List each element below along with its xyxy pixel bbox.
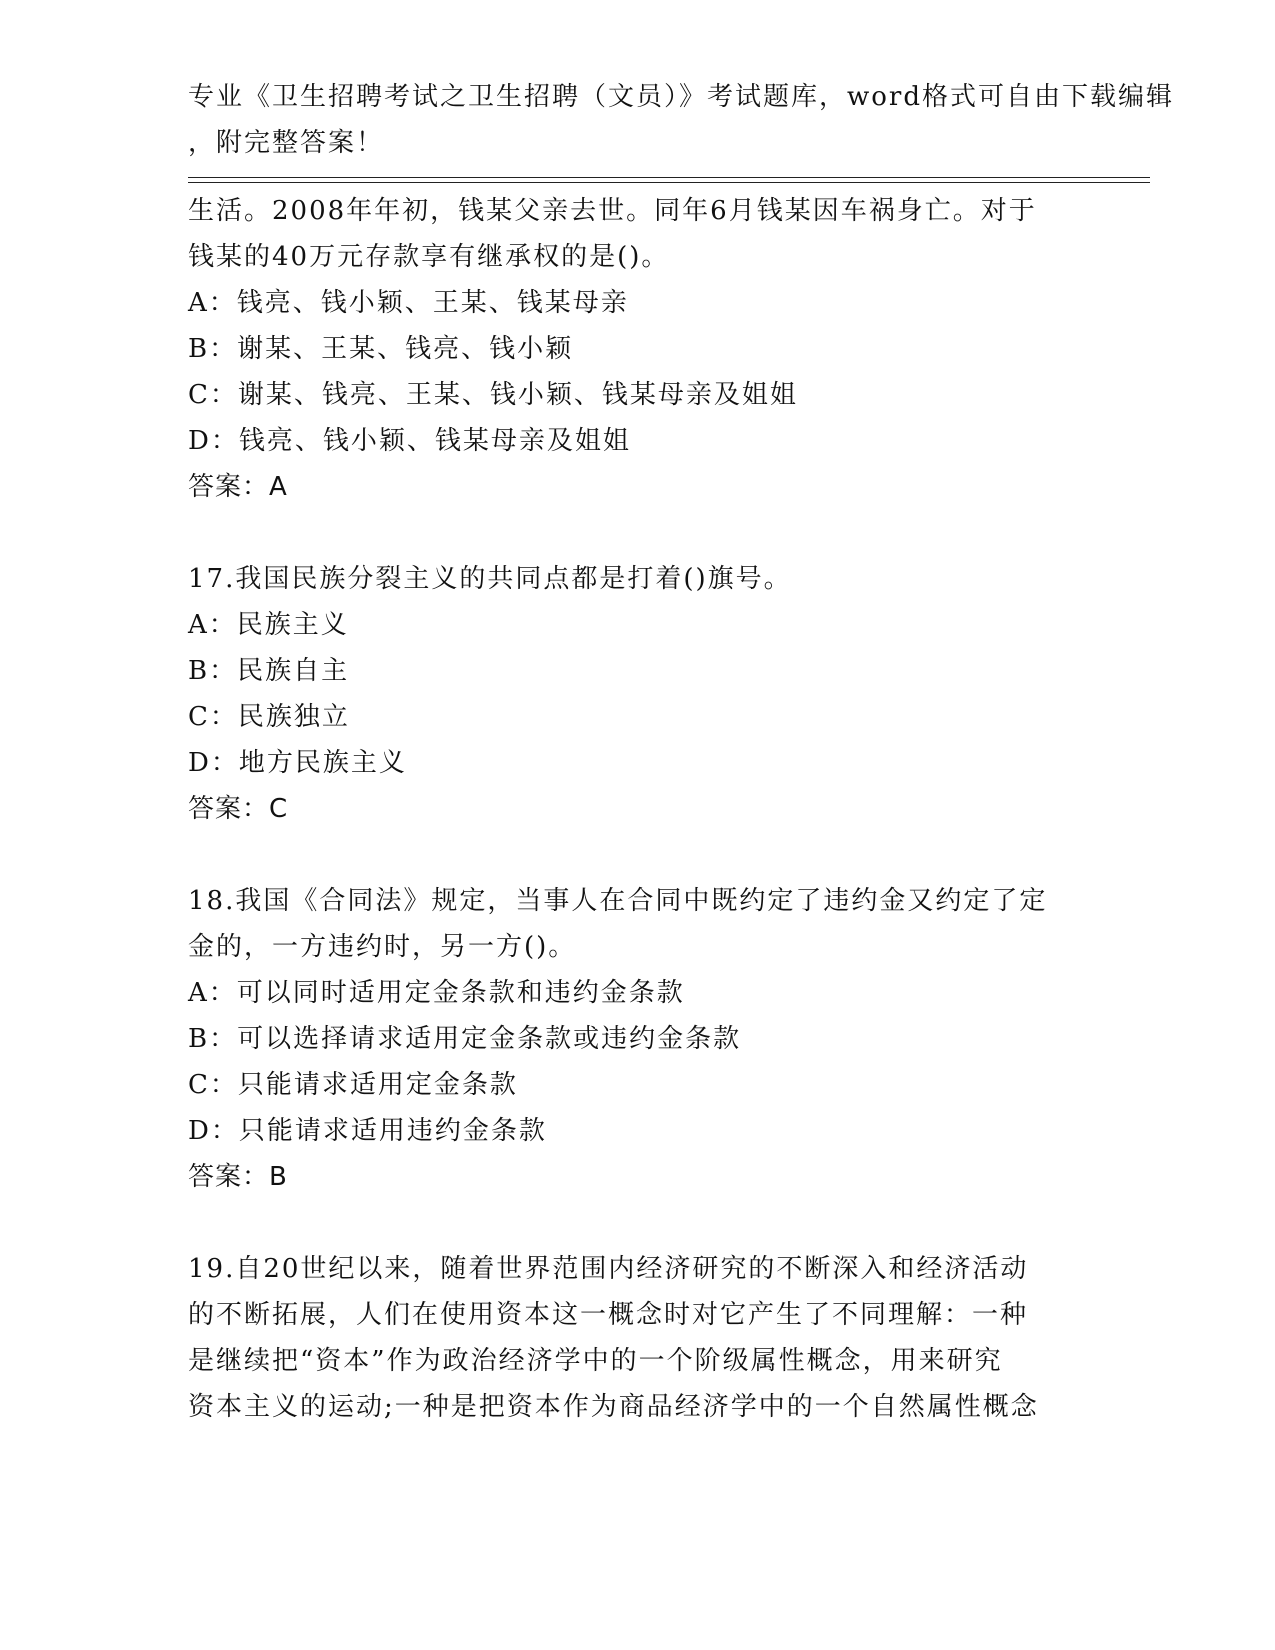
header-line-2: ，附完整答案！ <box>188 128 385 158</box>
question-text-line: 钱某的40万元存款享有继承权的是()。 <box>188 242 670 272</box>
answer-line: 答案：C <box>188 794 289 824</box>
header-divider-bottom <box>188 182 1150 183</box>
option-d: D：钱亮、钱小颖、钱某母亲及姐姐 <box>188 426 631 456</box>
question-content <box>188 188 1088 1430</box>
question-text-line: 是继续把“资本”作为政治经济学中的一个阶级属性概念，用来研究 <box>188 1346 1003 1376</box>
answer-line: 答案：B <box>188 1162 288 1192</box>
page-header <box>188 74 1174 166</box>
option-b: B：民族自主 <box>188 656 350 686</box>
answer-line: 答案：A <box>188 472 288 502</box>
option-a: A：钱亮、钱小颖、王某、钱某母亲 <box>188 288 629 318</box>
option-a: A：可以同时适用定金条款和违约金条款 <box>188 978 685 1008</box>
option-c: C：只能请求适用定金条款 <box>188 1070 518 1100</box>
question-18 <box>188 878 1088 1200</box>
option-d: D：地方民族主义 <box>188 748 407 778</box>
question-text-line: 资本主义的运动;一种是把资本作为商品经济学中的一个自然属性概念 <box>188 1392 1039 1422</box>
header-line-1: 专业《卫生招聘考试之卫生招聘（文员）》考试题库，word格式可自由下载编辑 <box>188 82 1174 112</box>
question-text-line: 生活。2008年年初，钱某父亲去世。同年6月钱某因车祸身亡。对于 <box>188 196 1037 226</box>
question-16 <box>188 188 1088 510</box>
question-spacer <box>188 832 1088 878</box>
option-c: C：民族独立 <box>188 702 350 732</box>
question-spacer <box>188 1200 1088 1246</box>
question-spacer <box>188 510 1088 556</box>
question-text-line: 金的，一方违约时，另一方()。 <box>188 932 577 962</box>
question-17 <box>188 556 1088 832</box>
question-text-line: 18.我国《合同法》规定，当事人在合同中既约定了违约金又约定了定 <box>188 886 1048 916</box>
question-text-line: 19.自20世纪以来，随着世界范围内经济研究的不断深入和经济活动 <box>188 1254 1029 1284</box>
question-text-line: 的不断拓展，人们在使用资本这一概念时对它产生了不同理解：一种 <box>188 1300 1029 1330</box>
option-a: A：民族主义 <box>188 610 349 640</box>
header-divider-top <box>188 177 1150 178</box>
option-c: C：谢某、钱亮、王某、钱小颖、钱某母亲及姐姐 <box>188 380 798 410</box>
option-d: D：只能请求适用违约金条款 <box>188 1116 547 1146</box>
option-b: B：谢某、王某、钱亮、钱小颖 <box>188 334 574 364</box>
question-text-line: 17.我国民族分裂主义的共同点都是打着()旗号。 <box>188 564 792 594</box>
option-b: B：可以选择请求适用定金条款或违约金条款 <box>188 1024 742 1054</box>
question-19 <box>188 1246 1088 1430</box>
